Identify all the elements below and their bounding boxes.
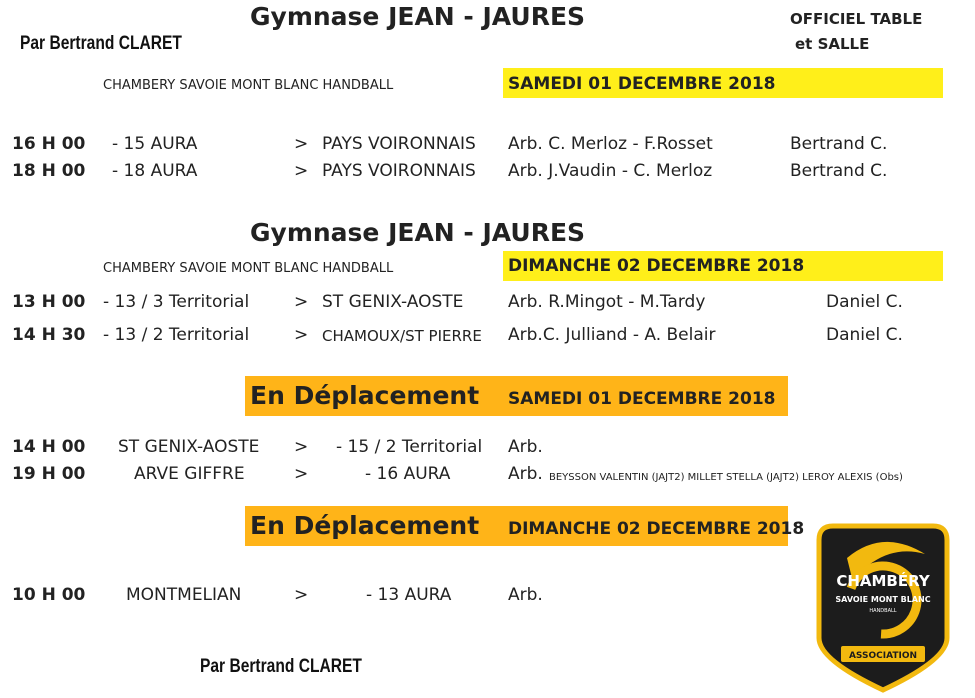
match-separator: > [294, 464, 309, 484]
match-separator: > [294, 292, 309, 312]
match-separator: > [294, 161, 309, 181]
match-referee: Arb. R.Mingot - M.Tardy [508, 292, 706, 312]
match-time: 13 H 00 [12, 292, 86, 312]
chambery-handball-logo [813, 518, 953, 693]
club-name-1: CHAMBERY SAVOIE MONT BLANC HANDBALL [103, 78, 394, 93]
match-time: 16 H 00 [12, 134, 86, 154]
match-home: ST GENIX-AOSTE [118, 437, 260, 457]
logo-line2: SAVOIE MONT BLANC [835, 595, 931, 604]
away-date-2: DIMANCHE 02 DECEMBRE 2018 [508, 519, 805, 539]
author-top: Par Bertrand CLARET [20, 33, 182, 54]
match-official: Daniel C. [826, 325, 903, 345]
club-name-2: CHAMBERY SAVOIE MONT BLANC HANDBALL [103, 261, 394, 276]
logo-line1: CHAMBÉRY [836, 572, 930, 590]
match-referee: Arb. J.Vaudin - C. Merloz [508, 161, 713, 181]
match-team: - 15 AURA [112, 134, 198, 154]
match-official: Bertrand C. [790, 134, 888, 154]
match-referee: Arb. [508, 464, 543, 484]
match-time: 19 H 00 [12, 464, 86, 484]
away-title-1: En Déplacement [250, 381, 480, 410]
match-home: MONTMELIAN [126, 585, 242, 605]
away-title-2: En Déplacement [250, 511, 480, 540]
match-official: Bertrand C. [790, 161, 888, 181]
match-separator: > [294, 437, 309, 457]
match-official: Daniel C. [826, 292, 903, 312]
match-referee: Arb. [508, 437, 543, 457]
match-separator: > [294, 585, 309, 605]
date-1: SAMEDI 01 DECEMBRE 2018 [508, 74, 776, 94]
match-team: - 18 AURA [112, 161, 198, 181]
away-date-1: SAMEDI 01 DECEMBRE 2018 [508, 389, 776, 409]
match-team: - 13 / 2 Territorial [103, 325, 250, 345]
match-opponent: PAYS VOIRONNAIS [322, 161, 476, 181]
match-opponent: PAYS VOIRONNAIS [322, 134, 476, 154]
match-time: 18 H 00 [12, 161, 86, 181]
date-2: DIMANCHE 02 DECEMBRE 2018 [508, 256, 805, 276]
match-referee: Arb. C. Merloz - F.Rosset [508, 134, 713, 154]
venue-title-2: Gymnase JEAN - JAURES [250, 218, 586, 247]
match-time: 14 H 00 [12, 437, 86, 457]
match-team: - 15 / 2 Territorial [336, 437, 483, 457]
venue-title-1: Gymnase JEAN - JAURES [250, 2, 586, 31]
match-opponent: CHAMOUX/ST PIERRE [322, 327, 482, 345]
author-bottom: Par Bertrand CLARET [200, 656, 362, 677]
match-referee: Arb.C. Julliand - A. Belair [508, 325, 716, 345]
officiel-line1: OFFICIEL TABLE [790, 10, 923, 28]
match-time: 10 H 00 [12, 585, 86, 605]
match-referee: Arb. [508, 585, 543, 605]
match-time: 14 H 30 [12, 325, 86, 345]
logo-line3: HANDBALL [869, 608, 897, 614]
match-separator: > [294, 134, 309, 154]
match-team: - 13 / 3 Territorial [103, 292, 250, 312]
logo-badge: ASSOCIATION [848, 651, 918, 661]
match-home: ARVE GIFFRE [134, 464, 245, 484]
match-referee-detail: BEYSSON VALENTIN (JAJT2) MILLET STELLA (JAJT2) LEROY ALEXIS (Obs) [549, 472, 903, 483]
match-team: - 16 AURA [365, 464, 451, 484]
officiel-line2: et SALLE [795, 35, 870, 53]
match-opponent: ST GENIX-AOSTE [322, 292, 464, 312]
match-separator: > [294, 325, 309, 345]
match-team: - 13 AURA [366, 585, 452, 605]
